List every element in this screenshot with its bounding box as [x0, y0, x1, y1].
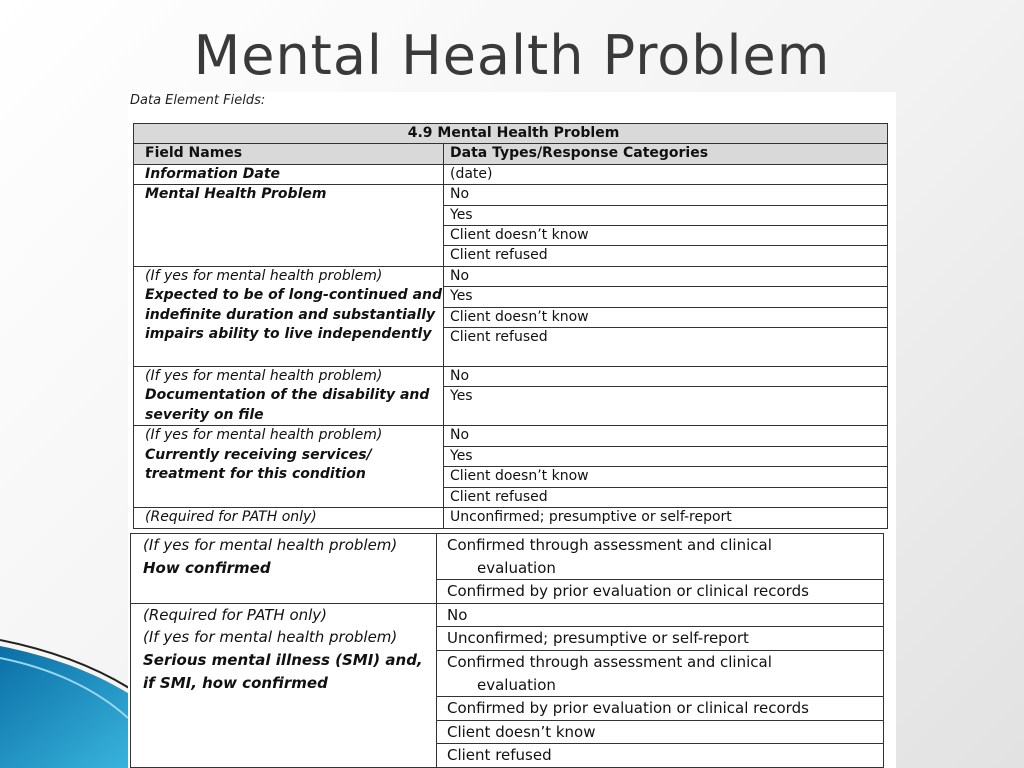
- response-value: No: [444, 426, 888, 446]
- table-title: 4.9 Mental Health Problem: [134, 124, 888, 144]
- response-value: Yes: [444, 287, 888, 307]
- field-condition: (If yes for mental health problem): [145, 267, 383, 284]
- field-name: Expected to be of long-continued and indefinite duration and substantially impairs ability to live independently: [145, 287, 443, 343]
- table-row: [134, 508, 888, 528]
- field-condition: (If yes for mental health problem): [145, 427, 383, 444]
- table-row: [134, 367, 888, 387]
- field-name: Currently receiving services/ treatment for this condition: [145, 446, 372, 483]
- response-value: Unconfirmed; presumptive or self-report: [444, 508, 888, 528]
- field-cell: [131, 603, 437, 767]
- col-header-data-types: Data Types/Response Categories: [444, 144, 888, 164]
- data-element-table-bottom: [130, 533, 884, 768]
- caption: Data Element Fields:: [130, 93, 266, 108]
- field-cell: [134, 426, 444, 508]
- response-value: No: [437, 603, 884, 627]
- response-value: Confirmed through assessment and clinical evaluation: [437, 534, 884, 580]
- field-name: Documentation of the disability and severity on file: [145, 387, 430, 423]
- response-value: Yes: [444, 387, 888, 426]
- response-value: Client refused: [444, 328, 888, 367]
- response-value: Client refused: [444, 246, 888, 266]
- response-value: No: [444, 185, 888, 205]
- response-value: Yes: [444, 205, 888, 225]
- response-value: Confirmed by prior evaluation or clinical records: [437, 580, 884, 604]
- response-value: Client doesn’t know: [444, 226, 888, 246]
- response-value: No: [444, 266, 888, 286]
- response-value: Yes: [444, 446, 888, 466]
- response-value: No: [444, 367, 888, 387]
- field-name: How confirmed: [143, 558, 271, 577]
- response-value: Client doesn’t know: [437, 720, 884, 744]
- field-cell: [134, 367, 444, 426]
- field-condition: (If yes for mental health problem): [143, 628, 398, 647]
- response-value: Client doesn’t know: [444, 307, 888, 327]
- field-name: Mental Health Problem: [134, 185, 444, 267]
- table-row: [134, 185, 888, 205]
- field-cell: [131, 534, 437, 604]
- response-value: Client refused: [444, 487, 888, 507]
- field-name: Information Date: [134, 164, 444, 184]
- field-condition: (Required for PATH only): [143, 605, 328, 624]
- field-condition: (If yes for mental health problem): [143, 536, 398, 554]
- table-row: [131, 603, 884, 627]
- col-header-field-names: Field Names: [134, 144, 444, 164]
- response-value: Confirmed by prior evaluation or clinical records: [437, 697, 884, 721]
- response-value: Client doesn’t know: [444, 467, 888, 487]
- data-element-sheet: [128, 92, 896, 768]
- field-condition: (Required for PATH only): [134, 508, 444, 528]
- response-value: Unconfirmed; presumptive or self-report: [437, 627, 884, 651]
- table-row: [131, 534, 884, 580]
- response-value: Client refused: [437, 744, 884, 768]
- field-condition: (If yes for mental health problem): [145, 368, 383, 385]
- response-value: Confirmed through assessment and clinical evaluation: [437, 650, 884, 696]
- slide-title: Mental Health Problem: [193, 24, 831, 87]
- field-name: Serious mental illness (SMI) and, if SMI, how confirmed: [143, 650, 423, 692]
- table-row: [134, 164, 888, 184]
- table-row: [134, 426, 888, 446]
- table-row: [134, 266, 888, 286]
- data-element-table-top: [133, 123, 888, 529]
- field-cell: [134, 266, 444, 366]
- response-value: (date): [444, 164, 888, 184]
